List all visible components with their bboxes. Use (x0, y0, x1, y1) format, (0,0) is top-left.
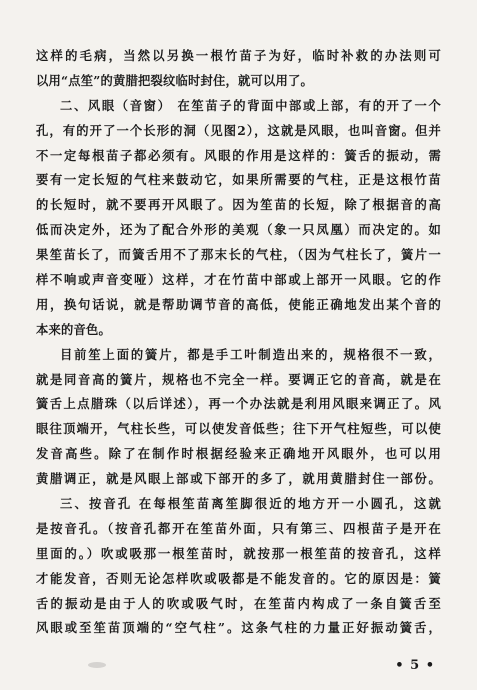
text-line: 低而决定外，还为了配合外形的美观（象一只凤凰）而决定的。如 (36, 222, 441, 238)
text-line: 样不响或声音变哑）这样，才在竹苗中部或上部开一风眼。它的作 (36, 272, 441, 288)
body-text (36, 44, 441, 641)
text-line: 里面的。）吹或吸那一根笙苗时，就按那一根笙苗的按音孔，这样 (36, 545, 441, 561)
text-line: 本来的音色。 (36, 321, 111, 337)
page-number: • 5 • (395, 658, 435, 673)
text-line: 要有一定长短的气柱来鼓动它，如果所需要的气柱，正是这根竹苗 (36, 172, 441, 188)
text-line: 簧舌上点腊珠（以后详述），再一个办法就是利用风眼来调正了。风 (36, 396, 441, 412)
text-line: 才能发音，否则无论怎样吹或吸都是不能发音的。它的原因是：簧 (36, 570, 441, 586)
text-line: 就是同音高的簧片，规格也不完全一样。要调正它的音高，就是在 (36, 371, 441, 387)
text-line: 不一定每根苗子都必须有。风眼的作用是这样的：簧舌的振动，需 (36, 147, 441, 163)
text-line: 是按音孔。（按音孔都开在笙苗外面，只有第三、四根苗子是开在 (36, 520, 441, 536)
text-line: 这样的毛病，当然以另换一根竹苗子为好，临时补救的办法则可 (36, 48, 441, 63)
text-line: 二、风眼（音窗） 在笙苗子的背面中部或上部，有的开了一个 (60, 97, 441, 113)
text-line: 孔，有的开了一个长形的洞（见图2），这就是风眼，也叫音窗。但并 (36, 122, 441, 138)
text-line: 舌的振动是由于人的吹或吸气时，在笙苗内构成了一条自簧舌至 (36, 595, 441, 611)
text-line: 眼往顶端开，气柱长些，可以使发音低些；往下开气柱短些，可以使 (36, 421, 441, 437)
text-line: 以用“点笙”的黄腊把裂纹临时封住，就可以用了。 (36, 72, 313, 88)
text-line: 的长短时，就不要再开风眼了。因为笙苗的长短，除了根据音的高 (36, 197, 441, 213)
ink-smudge (88, 662, 106, 668)
text-line: 果笙苗长了，而簧舌用不了那末长的气柱，（因为气柱长了，簧片一 (36, 247, 441, 263)
text-line: 风眼或至笙苗顶端的“空气柱”。这条气柱的力量正好振动簧舌， (36, 620, 441, 636)
text-line: 用，换句话说，就是帮助调节音的高低，使能正确地发出某个音的 (36, 296, 441, 312)
text-line: 发音高些。除了在制作时根据经验来正确地开风眼外，也可以用 (36, 446, 441, 462)
text-line: 三、按音孔 在每根笙苗离笙脚很近的地方开一小圆孔，这就 (60, 496, 441, 512)
text-line: 黄腊调正，就是风眼上部或下部开的多了，就用黄腊封住一部份。 (36, 471, 441, 487)
text-line: 目前笙上面的簧片，都是手工叶制造出来的，规格很不一致， (60, 346, 441, 362)
